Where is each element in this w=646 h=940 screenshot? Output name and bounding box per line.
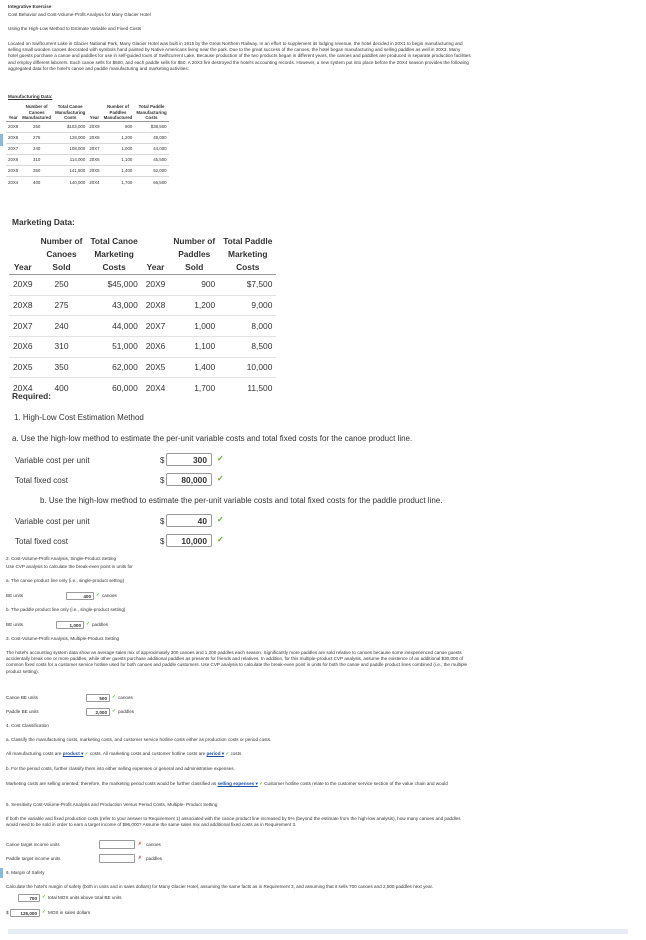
- table-cell: 62,000: [86, 357, 141, 378]
- q1-title: 1. High-Low Cost Estimation Method: [14, 413, 144, 422]
- mos-units-input[interactable]: 700: [18, 894, 40, 902]
- unit-label: canoes: [102, 593, 117, 598]
- selling-expenses-dropdown[interactable]: selling expenses: [217, 781, 255, 786]
- intro-line: aggregated data for the hotel's canoe and paddle manufacturing and marketing activities:: [8, 65, 189, 71]
- paddle-tfc-label: Total fixed cost: [15, 537, 68, 546]
- table-header: [142, 235, 170, 248]
- table-cell: 350: [37, 357, 87, 378]
- paddle-be-label: Paddle BE units: [6, 709, 39, 714]
- table-row: [6, 166, 169, 177]
- table-header: Sold: [169, 261, 219, 275]
- table-cell: 20X7: [87, 143, 101, 154]
- table-cell: 1,400: [102, 166, 135, 177]
- table-cell: 66,500: [134, 177, 168, 188]
- table-header: Number of: [40, 236, 83, 246]
- text-segment: costs. All marketing costs and customer hotline costs are: [89, 751, 206, 756]
- table-cell: 9,000: [219, 295, 276, 316]
- table-cell: 8,000: [219, 316, 276, 337]
- q3-line: The hotel's accounting system data show an average sales mix of approximately 300 canoes and 1,200 paddles each season. Significantly more paddles are sold relative to canoes because some inexperienced canoe guests: [6, 650, 462, 655]
- q6-text: Calculate the hotel's margin of safety (both in units and in sales dollars) for Many Glacier Hotel, assuming the same facts as in Requirement 3, and assuming that it sells 700 canoes and 2,500 paddles next year.: [6, 884, 434, 889]
- canoe-vc-label: Variable cost per unit: [15, 456, 90, 465]
- table-cell: 1,200: [169, 295, 219, 316]
- check-icon: ✓: [42, 909, 46, 914]
- method-line: Using the High-Low Method to Estimate Variable and Fixed Costs: [8, 26, 142, 31]
- table-header: Manufacturing: [55, 109, 86, 115]
- check-icon: ✓: [217, 515, 224, 524]
- check-icon: ✓: [112, 694, 116, 699]
- table-cell: 20X9: [9, 275, 37, 296]
- q3-line: product setting).: [6, 668, 39, 674]
- table-header: Canoes: [46, 249, 77, 260]
- table-cell: 49,000: [134, 132, 168, 143]
- table-cell: 20X6: [6, 155, 20, 166]
- table-cell: 128,000: [53, 132, 87, 143]
- table-row: [9, 275, 276, 296]
- paddle-be-input[interactable]: 1,000: [56, 621, 84, 629]
- manufacturing-title: Manufacturing Data:: [8, 94, 53, 99]
- dollar-sign: $: [160, 537, 165, 546]
- check-icon: ✓: [84, 751, 89, 756]
- table-header: Costs: [134, 115, 168, 121]
- q1a-text: a. Use the high-low method to estimate the per-unit variable costs and total fixed costs for the canoe product line.: [12, 434, 413, 443]
- table-cell: 108,000: [53, 143, 87, 154]
- table-row: [9, 337, 276, 358]
- table-header: Number of: [25, 104, 48, 109]
- table-cell: 350: [20, 166, 53, 177]
- table-cell: 20X6: [142, 337, 170, 358]
- mos-units-label: total MOS units above total BE units: [48, 895, 122, 900]
- table-header: Marketing: [94, 249, 134, 260]
- table-header: Total Canoe: [90, 236, 138, 246]
- table-cell: 20X4: [9, 378, 37, 398]
- table-cell: 20X5: [142, 357, 170, 378]
- check-icon: ✓: [217, 454, 224, 463]
- intro-paragraph: [8, 41, 640, 72]
- q2-intro: Use CVP analysis to calculate the break-even point in units for: [6, 564, 133, 569]
- table-cell: 20X8: [87, 132, 101, 143]
- table-cell: 1,000: [169, 316, 219, 337]
- canoe-multi-be-input[interactable]: 500: [86, 694, 110, 702]
- table-cell: 275: [20, 132, 53, 143]
- dollar-sign: $: [160, 456, 165, 465]
- paddle-target-label: Paddle target income units: [6, 856, 61, 861]
- product-cost-dropdown[interactable]: product: [62, 751, 80, 756]
- table-cell: 20X7: [142, 316, 170, 337]
- table-cell: 240: [37, 316, 87, 337]
- table-cell: 275: [37, 295, 87, 316]
- required-label: Required:: [12, 391, 52, 401]
- q2b-label: BE units: [6, 622, 24, 627]
- table-row: [6, 132, 169, 143]
- check-icon: ✓: [96, 592, 100, 597]
- table-cell: 51,000: [86, 337, 141, 358]
- table-row: [6, 155, 169, 166]
- table-header: Number of: [173, 236, 216, 246]
- table-cell: 44,000: [134, 143, 168, 154]
- table-cell: 20X9: [142, 275, 170, 296]
- table-cell: 1,100: [169, 337, 219, 358]
- table-header: [9, 235, 37, 248]
- unit-label: paddles: [118, 709, 135, 714]
- table-row: [6, 121, 169, 132]
- row-highlight: [0, 868, 3, 878]
- table-header: [142, 248, 170, 261]
- paddle-vc-label: Variable cost per unit: [15, 517, 90, 526]
- table-header: Paddles: [109, 109, 127, 115]
- table-cell: 1,400: [169, 357, 219, 378]
- table-row: [6, 143, 169, 154]
- q4a-text: a. Classify the manufacturing costs, marketing costs, and customer service hotline costs either as production costs or period costs.: [6, 737, 272, 742]
- table-cell: 1,700: [169, 378, 219, 398]
- text-segment: All manufacturing costs are: [6, 751, 62, 756]
- table-cell: 140,000: [53, 177, 87, 188]
- table-header: Year: [142, 261, 170, 275]
- table-cell: 20X9: [87, 121, 101, 132]
- intro-line: and employ different laborers. Each canoe sells for $500, and each paddle sells for $50. A 20X3 fire destroyed the hotel's accounting records. However, a new system put into place before the 20X4 season provides the following: [8, 59, 469, 65]
- table-cell: 1,200: [102, 132, 135, 143]
- q6-title: 6. Margin of Safety: [6, 870, 45, 875]
- table-cell: 1,100: [102, 155, 135, 166]
- table-cell: $38,500: [134, 121, 168, 132]
- table-cell: 11,500: [219, 378, 276, 398]
- q5-title: 5. Sensitivity Cost-Volume-Profit Analysis and Production Versus Period Costs, Multiple- Product Setting: [6, 802, 218, 807]
- q4-title: 4. Cost Classification: [6, 723, 49, 728]
- q3-line: accidentally break one or more paddles, while other guests purchase additional paddles as presents for friends and relatives. In addition, for this multiple-product CVP analysis, assume the existence of an additional $30,000 of: [6, 656, 464, 662]
- table-cell: 114,000: [53, 155, 87, 166]
- q1b-text: b. Use the high-low method to estimate the per-unit variable costs and total fixed costs for the paddle product line.: [40, 496, 443, 505]
- table-cell: 10,000: [219, 357, 276, 378]
- x-icon: ✗: [138, 855, 142, 860]
- table-cell: 20X8: [6, 132, 20, 143]
- table-cell: 400: [20, 177, 53, 188]
- table-cell: 20X5: [87, 166, 101, 177]
- dollar-sign: $: [160, 517, 165, 526]
- table-cell: 43,000: [86, 295, 141, 316]
- table-cell: 8,500: [219, 337, 276, 358]
- q3-line: common fixed costs for a customer service hotline used for both canoes and paddle customers. Use CVP analysis to calculate the break-even point in units for both the canoe and paddle product lines combined (i.e., the multiple: [6, 662, 468, 668]
- table-cell: 310: [37, 337, 87, 358]
- table-cell: 20X4: [6, 177, 20, 188]
- text-segment: Customer hotline costs relate to the customer service section of the value chain and would: [264, 781, 448, 786]
- period-cost-dropdown[interactable]: period: [206, 751, 221, 756]
- q2a-label: BE units: [6, 593, 24, 598]
- row-highlight: [0, 134, 3, 146]
- table-header: Total Paddle: [223, 236, 273, 246]
- check-icon: ✓: [259, 781, 263, 786]
- manufacturing-table: [6, 104, 169, 188]
- table-header: Total Canoe: [57, 104, 83, 109]
- paddle-tfc-input[interactable]: 10,000: [166, 534, 212, 547]
- table-cell: 20X6: [87, 155, 101, 166]
- mos-sales-input[interactable]: 125,000: [10, 909, 40, 917]
- chevron-down-icon[interactable]: ▾: [254, 781, 258, 786]
- paddle-multi-be-input[interactable]: 2,000: [86, 708, 110, 716]
- text-segment: Marketing costs are selling oriented; therefore, the marketing period costs would be further classified as: [6, 781, 217, 786]
- table-cell: $45,000: [86, 275, 141, 296]
- q5-paragraph: [6, 816, 638, 828]
- table-cell: 20X4: [142, 378, 170, 398]
- table-cell: 20X4: [87, 177, 101, 188]
- check-icon: ✓: [217, 535, 224, 544]
- q2a-text: a. The canoe product line only (i.e., single-product setting): [6, 578, 125, 583]
- table-cell: 1,000: [102, 143, 135, 154]
- table-cell: 1,700: [102, 177, 135, 188]
- table-header: Costs: [86, 261, 141, 275]
- unit-label: paddles: [92, 622, 109, 627]
- table-row: [9, 316, 276, 337]
- x-icon: ✗: [138, 841, 142, 846]
- table-cell: 20X9: [6, 121, 20, 132]
- table-cell: 240: [20, 143, 53, 154]
- dollar-sign: $: [160, 476, 165, 485]
- table-cell: 60,000: [86, 378, 141, 398]
- unit-label: canoes: [146, 842, 161, 847]
- chevron-down-icon[interactable]: ▾: [79, 751, 84, 756]
- table-cell: 250: [20, 121, 53, 132]
- canoe-target-label: Canoe target income units: [6, 842, 60, 847]
- table-header: Sold: [37, 261, 87, 275]
- text-segment: costs: [230, 751, 242, 756]
- q2b-text: b. The paddle product line only (i.e., single-product setting): [6, 607, 126, 612]
- table-cell: 900: [102, 121, 135, 132]
- exercise-title: Integrative Exercise: [8, 4, 52, 9]
- horizontal-scrollbar[interactable]: [8, 929, 628, 934]
- table-header: Total Paddle: [138, 104, 165, 109]
- table-cell: 52,000: [134, 166, 168, 177]
- table-header: Manufacturing: [136, 109, 167, 115]
- table-header: Year: [6, 115, 20, 121]
- check-icon: ✓: [86, 621, 90, 626]
- q4b-text: b. For the period costs, further classify them into either selling expenses or general and administrative expenses.: [6, 766, 235, 771]
- mos-sales-label: MOS in sales dollars: [48, 910, 91, 915]
- table-header: Paddles: [178, 249, 211, 260]
- table-header: [9, 248, 37, 261]
- table-row: [9, 295, 276, 316]
- unit-label: canoes: [118, 695, 133, 700]
- table-header: Manufactured: [22, 115, 52, 120]
- check-icon: ✓: [112, 708, 116, 713]
- table-header: Costs: [219, 261, 276, 275]
- marketing-table: [9, 235, 276, 398]
- table-cell: 20X8: [9, 295, 37, 316]
- paddle-vc-input[interactable]: 40: [166, 514, 212, 527]
- q4a-answer-line: [6, 751, 241, 757]
- table-cell: 400: [37, 378, 87, 398]
- table-cell: 20X8: [142, 295, 170, 316]
- table-cell: 20X6: [9, 337, 37, 358]
- table-cell: 900: [169, 275, 219, 296]
- table-cell: $103,000: [53, 121, 87, 132]
- q2-title: 2. Cost-Volume-Profit Analysis, Single-Product Setting: [6, 556, 117, 561]
- canoe-tfc-input[interactable]: 80,000: [166, 473, 212, 486]
- check-icon: ✓: [225, 751, 230, 756]
- canoe-tfc-label: Total fixed cost: [15, 476, 68, 485]
- table-header: Number of: [106, 104, 129, 109]
- table-header: Manufactured: [103, 115, 133, 120]
- canoe-vc-input[interactable]: 300: [166, 453, 212, 466]
- check-icon: ✓: [217, 474, 224, 483]
- q4b-answer-line: [6, 781, 448, 787]
- table-header: Canoes: [28, 109, 45, 115]
- table-cell: 141,500: [53, 166, 87, 177]
- table-row: [9, 357, 276, 378]
- intro-line: Located on Swiftcurrent Lake in Glacier National Park, Many Glacier Hotel was built in 1915 by the Great Northern Railway. In an effort to supplement its lodging revenue, the hotel decided in 20X1 to begin manufacturing and: [8, 41, 463, 46]
- table-cell: 45,500: [134, 155, 168, 166]
- table-header: Costs: [53, 115, 87, 121]
- table-header: Marketing: [227, 249, 268, 260]
- exercise-subtitle: Cost Behavior and Cost-Volume-Profit Analysis for Many Glacier Hotel: [8, 12, 151, 17]
- table-cell: 250: [37, 275, 87, 296]
- canoe-target-input[interactable]: [99, 840, 135, 849]
- marketing-title: Marketing Data:: [12, 217, 75, 227]
- table-header: Year: [9, 261, 37, 275]
- intro-line: selling small wooden canoes decorated with symbols hand painted by Native Americans living near the park. Due to the great success of the canoes, the hotel began manufacturing and selling paddles as well in 20X3. Many: [8, 47, 461, 53]
- canoe-be-label: Canoe BE units: [6, 695, 38, 700]
- paddle-target-input[interactable]: [99, 854, 135, 863]
- q3-title: 3. Cost-Volume-Profit Analysis, Multiple-Product Setting: [6, 636, 120, 641]
- q3-paragraph: [6, 650, 638, 675]
- chevron-down-icon[interactable]: ▾: [220, 751, 225, 756]
- table-cell: 20X5: [6, 166, 20, 177]
- table-row: [6, 177, 169, 188]
- canoe-be-input[interactable]: 400: [66, 592, 94, 600]
- table-cell: 310: [20, 155, 53, 166]
- table-cell: 20X7: [6, 143, 20, 154]
- q5-line: would need to be sold in order to earn a target income of $96,000? Assume the same sales mix and additional fixed costs as in Requirement 3.: [6, 822, 297, 828]
- q5-line: If both the variable and fixed production costs (refer to your answer to Requirement 1) associated with the canoe product line increased by 5% (beyond the estimate from the high-low analysis), how many canoes and paddles: [6, 816, 461, 821]
- table-cell: 20X7: [9, 316, 37, 337]
- table-cell: $7,500: [219, 275, 276, 296]
- unit-label: paddles: [146, 856, 163, 861]
- intro-line: hotel guests purchase a canoe and paddles for use in self-guided tours of Swiftcurrent Lake. Because production of the two products began in different years, the canoes and paddles are produced in separate production facilities: [8, 53, 471, 59]
- dollar-sign: $: [6, 910, 9, 915]
- table-cell: 44,000: [86, 316, 141, 337]
- table-cell: 20X5: [9, 357, 37, 378]
- check-icon: ✓: [42, 894, 46, 899]
- table-header: Year: [87, 115, 101, 121]
